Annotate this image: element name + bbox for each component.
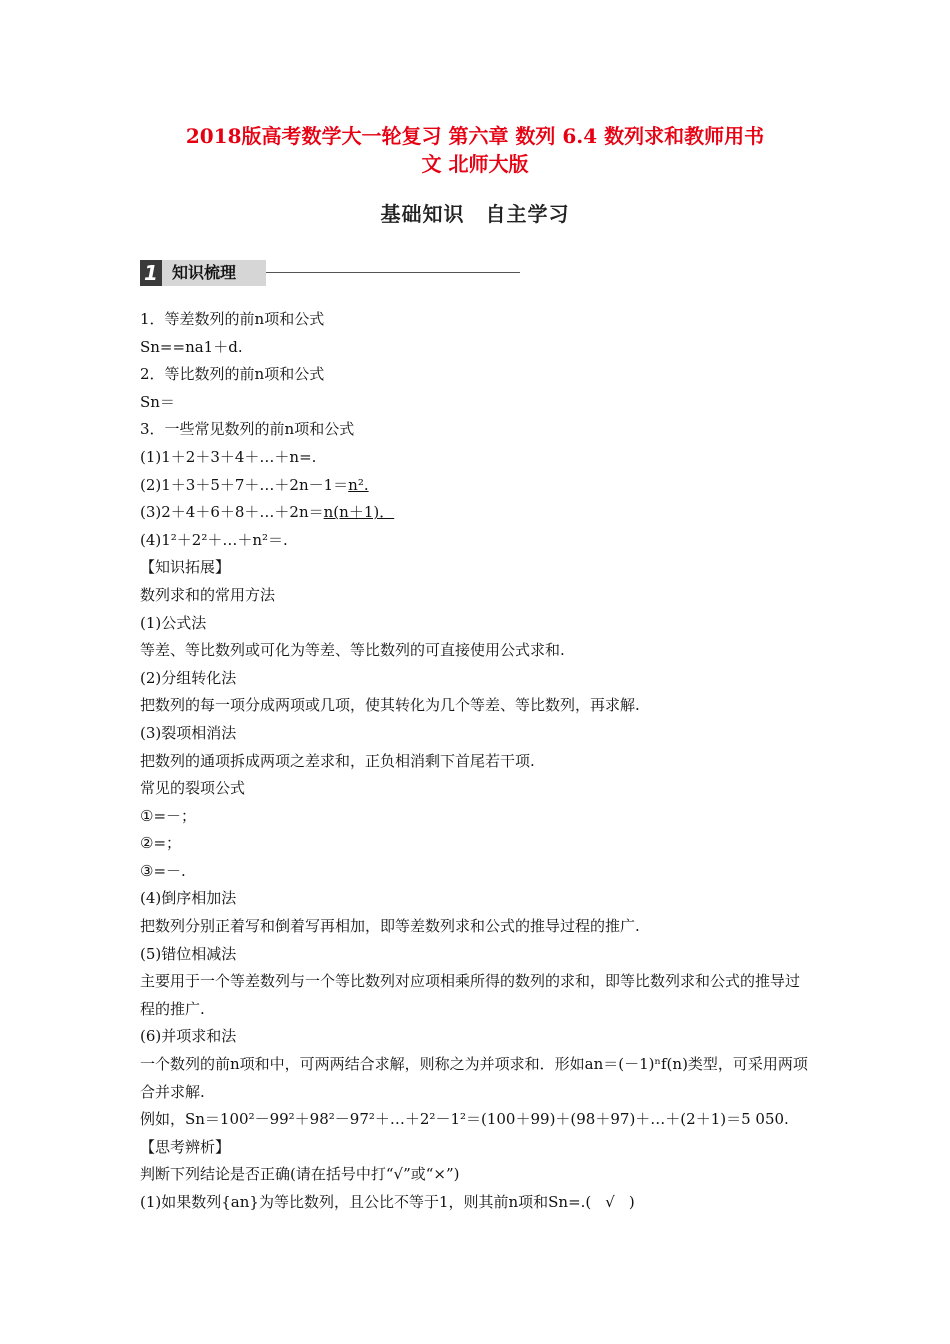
underlined-answer: n(n＋1)． xyxy=(323,503,395,522)
underlined-answer: n². xyxy=(348,475,369,494)
text-line: 3．一些常见数列的前n项和公式 xyxy=(140,420,355,439)
text-line: (2)分组转化法 xyxy=(140,668,237,687)
text-line: (4)倒序相加法 xyxy=(140,889,237,908)
section-divider xyxy=(266,272,520,273)
text-line: 常见的裂项公式 xyxy=(140,779,246,798)
text-line: 例如，Sn＝100²－99²＋98²－97²＋…＋2²－1²＝(100＋99)＋(98＋97)＋…＋(2＋1)＝5 050. xyxy=(140,1110,789,1129)
document-body xyxy=(140,306,812,1217)
text-line: 数列求和的常用方法 xyxy=(140,585,276,604)
text-line xyxy=(140,472,812,500)
text-line: 把数列的每一项分成两项或几项，使其转化为几个等差、等比数列，再求解. xyxy=(140,696,640,715)
text-line: 把数列的通项拆成两项之差求和，正负相消剩下首尾若干项. xyxy=(140,751,535,770)
text-line: (1)1＋2＋3＋4＋…＋n=. xyxy=(140,447,317,466)
document-title-line-2: 文 北师大版 xyxy=(421,152,529,176)
text-segment: (3)2＋4＋6＋8＋…＋2n＝ xyxy=(140,503,324,522)
answer-paren-close: ) xyxy=(628,1193,635,1211)
text-line: (5)错位相减法 xyxy=(140,944,237,963)
text-line xyxy=(140,499,812,527)
text-segment: (2)1＋3＋5＋7＋…＋2n－1＝ xyxy=(140,475,349,494)
text-line: Sn==na1＋d. xyxy=(140,337,243,356)
text-line: 把数列分别正着写和倒着写再相加，即等差数列求和公式的推导过程的推广. xyxy=(140,917,640,936)
document-title-line-1: 2018版高考数学大一轮复习 第六章 数列 6.4 数列求和教师用书 xyxy=(185,124,765,148)
answer-mark: √ xyxy=(605,1193,615,1211)
text-line: 2．等比数列的前n项和公式 xyxy=(140,365,325,384)
text-segment: (1)如果数列{an}为等比数列，且公比不等于1，则其前n项和Sn=. xyxy=(140,1193,586,1211)
text-line: ②=； xyxy=(140,834,182,853)
text-line: Sn＝ xyxy=(140,392,175,411)
text-line: ①=－； xyxy=(140,806,197,825)
section-subtitle: 基础知识 自主学习 xyxy=(380,202,570,226)
text-line: 判断下列结论是否正确(请在括号中打“√”或“×”) xyxy=(140,1165,460,1184)
section-label: 知识梳理 xyxy=(172,263,237,282)
text-line: (4)1²＋2²＋…＋n²＝. xyxy=(140,530,288,549)
section-number-badge: 1 xyxy=(140,260,162,286)
text-line xyxy=(140,1189,812,1217)
answer-paren-open: ( xyxy=(585,1193,592,1211)
text-line: 等差、等比数列或可化为等差、等比数列的可直接使用公式求和. xyxy=(140,641,565,660)
section-heading xyxy=(140,260,530,286)
text-line: 【思考辨析】 xyxy=(140,1137,231,1156)
text-line: (6)并项求和法 xyxy=(140,1027,237,1046)
text-paragraph: 主要用于一个等差数列与一个等比数列对应项相乘所得的数列的求和，即等比数列求和公式的推导过程的推广. xyxy=(140,972,801,1018)
text-line: (3)裂项相消法 xyxy=(140,723,237,742)
text-paragraph: 一个数列的前n项和中，可两两结合求解，则称之为并项求和．形如an＝(－1)ⁿf(n)类型，可采用两项合并求解. xyxy=(140,1055,808,1101)
text-line: (1)公式法 xyxy=(140,613,207,632)
text-line: 1．等差数列的前n项和公式 xyxy=(140,310,325,328)
text-line: ③=－. xyxy=(140,861,186,880)
text-line: 【知识拓展】 xyxy=(140,558,231,577)
